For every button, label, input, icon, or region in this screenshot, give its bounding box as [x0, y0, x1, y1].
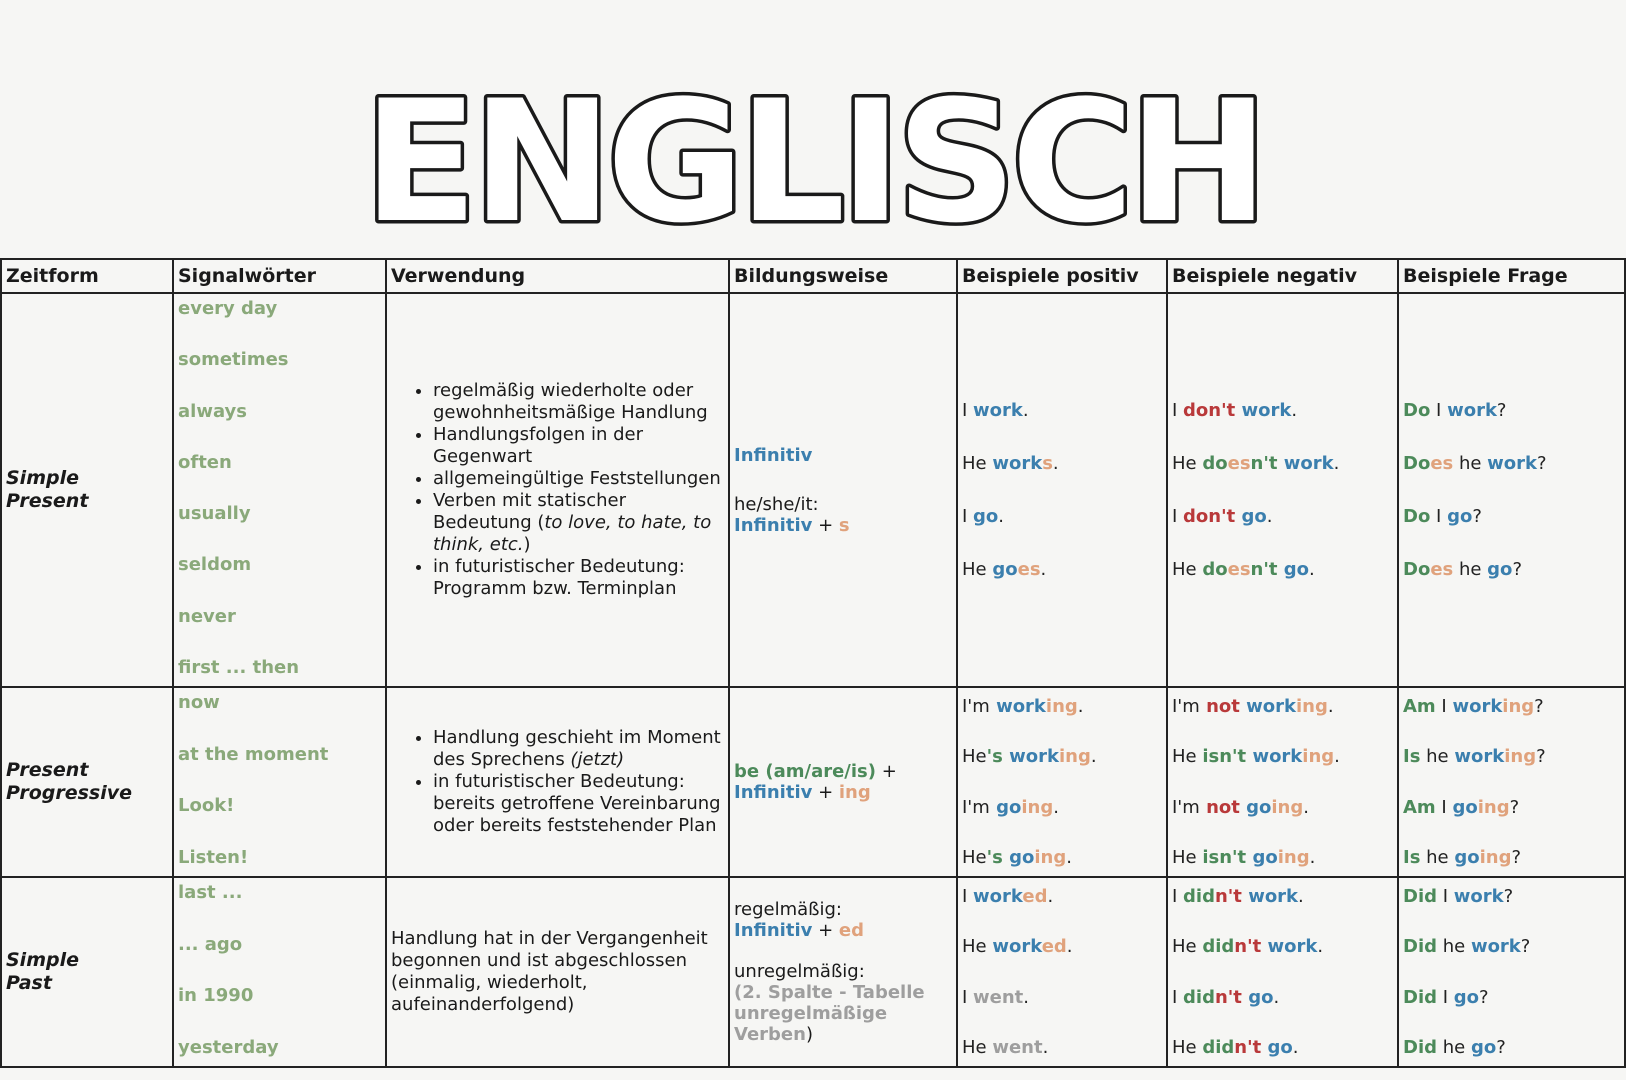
example-positive: I'm going. — [962, 796, 1059, 818]
signal-word: usually — [178, 503, 251, 525]
example-question: Did he work? — [1403, 936, 1531, 958]
usage-text: Handlung hat in der Vergangenheit begonnen und ist abgeschlossen (einmalig, wiederholt, aufeinanderfolgend) — [391, 928, 708, 1015]
example-question: Is he working? — [1403, 746, 1546, 768]
usage-item: • in futuristischer Bedeutung: bereits getroffene Vereinbarung oder bereits feststehender Plan — [433, 771, 724, 837]
row-simple-past — [1, 877, 1625, 1067]
question-present-progressive — [1398, 687, 1625, 877]
positive-simple-past — [957, 877, 1167, 1067]
negative-simple-past — [1167, 877, 1398, 1067]
signal-word: often — [178, 451, 232, 473]
signal-words-simple-past — [173, 877, 386, 1067]
header-beispiele-frage: Beispiele Frage — [1398, 259, 1625, 293]
example-positive: I'm working. — [962, 696, 1084, 717]
usage-simple-present — [386, 293, 729, 687]
tense-line: Present — [6, 759, 89, 781]
usage-present-progressive — [386, 687, 729, 877]
example-question: Does he go? — [1403, 559, 1522, 580]
example-positive: He's working. — [962, 746, 1097, 768]
header-verwendung: Verwendung — [386, 259, 729, 293]
example-positive: I go. — [962, 506, 1005, 527]
usage-item: • Verben mit statischer Bedeutung (to love, to hate, to think, etc.) — [433, 490, 724, 556]
signal-word: now — [178, 692, 220, 713]
example-question: Do I work? — [1403, 400, 1507, 421]
example-positive: He went. — [962, 1036, 1049, 1058]
formation-regular-rule: Infinitiv + ed — [734, 920, 864, 941]
signal-word: yesterday — [178, 1036, 279, 1058]
question-simple-past — [1398, 877, 1625, 1067]
example-question: Is he going? — [1403, 846, 1522, 868]
formation-he-rule: Infinitiv + s — [734, 514, 850, 536]
positive-present-progressive — [957, 687, 1167, 877]
example-negative: I don't go. — [1172, 506, 1273, 527]
example-negative: I'm not working. — [1172, 696, 1334, 717]
row-present-progressive — [1, 687, 1625, 877]
header-beispiele-negativ: Beispiele negativ — [1167, 259, 1398, 293]
example-positive: He worked. — [962, 936, 1073, 958]
example-question: Did I go? — [1403, 986, 1489, 1008]
example-positive: I work. — [962, 400, 1029, 421]
example-positive: He works. — [962, 453, 1059, 474]
tense-line: Past — [6, 972, 52, 994]
signal-word: Listen! — [178, 846, 249, 868]
example-negative: He isn't working. — [1172, 746, 1340, 768]
example-negative: I don't work. — [1172, 400, 1298, 421]
example-negative: I'm not going. — [1172, 796, 1309, 818]
tense-line: Simple — [6, 467, 79, 489]
tense-line: Progressive — [6, 782, 133, 804]
formation-present-progressive — [729, 687, 957, 877]
example-question: Am I going? — [1403, 796, 1520, 818]
formation-regular-label: regelmäßig: — [734, 899, 842, 920]
formation-infinitiv: Infinitiv — [734, 444, 813, 466]
example-positive: I worked. — [962, 886, 1054, 907]
formation-ing-rule: Infinitiv + ing — [734, 782, 871, 803]
tense-line: Present — [6, 490, 89, 512]
example-negative: He isn't going. — [1172, 846, 1316, 868]
signal-words-simple-present — [173, 293, 386, 687]
example-negative: He doesn't go. — [1172, 559, 1315, 580]
tense-present-progressive — [1, 687, 173, 877]
row-simple-present — [1, 293, 1625, 687]
header-zeitform: Zeitform — [1, 259, 173, 293]
example-positive: He's going. — [962, 846, 1072, 868]
usage-item: • in futuristischer Bedeutung: Programm bzw. Terminplan — [433, 556, 724, 600]
signal-word: ... ago — [178, 933, 243, 955]
negative-present-progressive — [1167, 687, 1398, 877]
signal-word: Look! — [178, 795, 235, 817]
signal-word: always — [178, 400, 247, 422]
formation-simple-present — [729, 293, 957, 687]
example-negative: He didn't go. — [1172, 1036, 1299, 1058]
question-simple-present — [1398, 293, 1625, 687]
formation-he-label: he/she/it: — [734, 493, 819, 515]
signal-word: at the moment — [178, 743, 329, 765]
header-signalwoerter: Signalwörter — [173, 259, 386, 293]
signal-word: seldom — [178, 554, 252, 576]
formation-be: be (am/are/is) + — [734, 761, 897, 782]
example-question: Do I go? — [1403, 506, 1482, 527]
usage-item: • Handlungsfolgen in der Gegenwart — [433, 424, 724, 468]
signal-word: in 1990 — [178, 985, 254, 1007]
usage-item: • allgemeingültige Feststellungen — [433, 468, 724, 490]
usage-item: • regelmäßig wiederholte oder gewohnheitsmäßige Handlung — [433, 380, 724, 424]
signal-words-present-progressive — [173, 687, 386, 877]
signal-word: every day — [178, 298, 278, 319]
example-positive: I went. — [962, 986, 1030, 1008]
negative-simple-present — [1167, 293, 1398, 687]
header-beispiele-positiv: Beispiele positiv — [957, 259, 1167, 293]
usage-simple-past — [386, 877, 729, 1067]
tense-line: Simple — [6, 949, 79, 971]
example-negative: I didn't go. — [1172, 986, 1280, 1008]
signal-word: first ... then — [178, 656, 300, 678]
positive-simple-present — [957, 293, 1167, 687]
example-positive: He goes. — [962, 559, 1047, 580]
formation-irregular-note: (2. Spalte - Tabelle unregelmäßige Verben) — [734, 982, 925, 1045]
formation-irregular-label: unregelmäßig: — [734, 961, 865, 982]
header-bildungsweise: Bildungsweise — [729, 259, 957, 293]
formation-simple-past — [729, 877, 957, 1067]
signal-word: sometimes — [178, 349, 289, 371]
tense-simple-present — [1, 293, 173, 687]
signal-word: never — [178, 605, 236, 627]
header-row — [1, 259, 1625, 293]
usage-item: • Handlung geschieht im Moment des Sprechens (jetzt) — [433, 727, 724, 771]
tense-table — [0, 258, 1626, 1068]
example-negative: I didn't work. — [1172, 886, 1304, 907]
page-title-text: ENGLISCH — [363, 64, 1263, 250]
tense-simple-past — [1, 877, 173, 1067]
example-question: Am I working? — [1403, 696, 1544, 717]
title-area — [0, 60, 1626, 250]
example-question: Did he go? — [1403, 1036, 1506, 1058]
example-question: Does he work? — [1403, 453, 1547, 474]
page-title — [263, 60, 1363, 250]
example-question: Did I work? — [1403, 886, 1514, 907]
example-negative: He didn't work. — [1172, 936, 1324, 958]
signal-word: last ... — [178, 882, 243, 903]
example-negative: He doesn't work. — [1172, 453, 1340, 474]
